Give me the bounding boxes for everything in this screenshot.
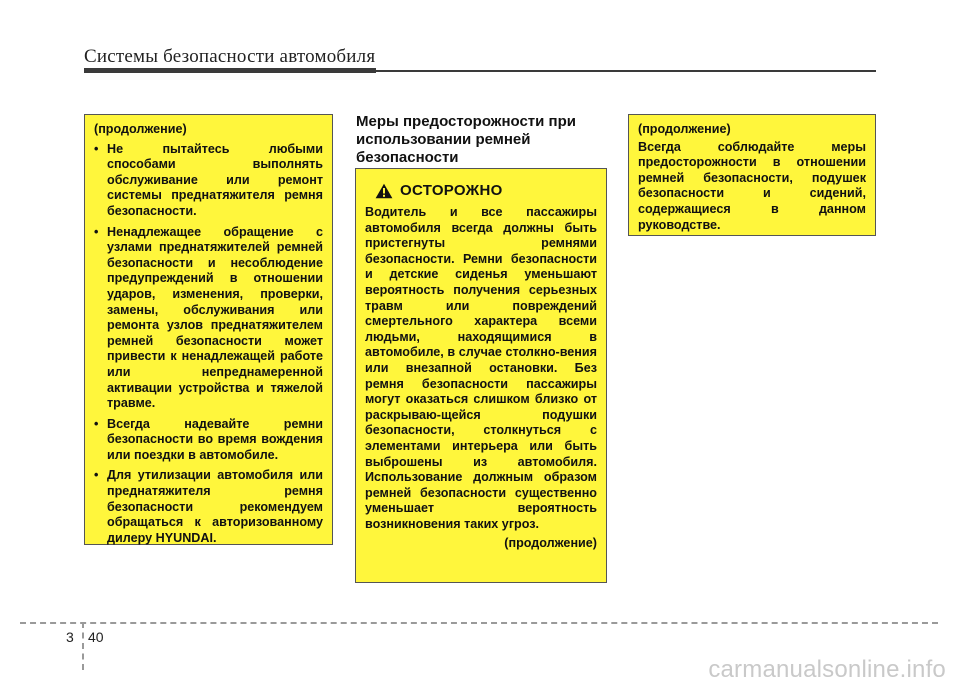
right-notice-box bbox=[628, 114, 876, 236]
warning-header bbox=[375, 183, 597, 199]
footer-divider bbox=[82, 622, 84, 670]
continued-label: (продолжение) bbox=[504, 536, 597, 551]
warning-triangle-icon bbox=[375, 183, 393, 199]
warning-title: ОСТОРОЖНО bbox=[400, 182, 503, 200]
header-rule-thick bbox=[84, 68, 376, 73]
chapter-number: 3 bbox=[66, 629, 74, 645]
page-number: 40 bbox=[88, 629, 104, 645]
bullet-item: • Всегда надевайте ремни безопасности во время вождения или поездки в автомобиле. bbox=[94, 417, 323, 464]
header-rule-thin bbox=[376, 70, 876, 72]
bullet-item: • Не пытайтесь любыми способами выполнять обслуживание или ремонт системы преднатяжителя ремня безопасности. bbox=[94, 142, 323, 220]
watermark: carmanualsonline.info bbox=[708, 656, 946, 683]
bullet-item: • Для утилизации автомобиля или преднатяжителя ремня безопасности рекомендуем обращаться к авторизованному дилеру HYUNDAI. bbox=[94, 468, 323, 546]
notice-text: Всегда соблюдайте меры предосторожности в отношении ремней безопасности, подушек безопасности и сидений, содержащиеся в данном руководстве. bbox=[638, 139, 866, 232]
section-title: Системы безопасности автомобиля bbox=[84, 46, 376, 67]
section-heading: Меры предосторожности при использовании ремней безопасности bbox=[356, 113, 576, 166]
left-notice-box bbox=[84, 114, 333, 545]
continued-label: (продолжение) bbox=[638, 122, 731, 136]
warning-text: Водитель и все пассажиры автомобиля всегда должны быть пристегнуты ремнями безопасности. Ремни безопасности и детские сиденья уменьшают вероятность получения серьезных травм или повреждений смертельного характера всеми людьми, находящимися в автомобиле, в случае столкно-вения или внезапной остановки. Без ремня безопасности пассажиры могут оказаться слишком близко от раскрываю-щейся подушки безопасности, столкнуться с элементами интерьера или быть выброшены из автомобиля. Использование должным образом ремней безопасности существенно уменьшает вероятность возникновения таких угроз. bbox=[365, 205, 597, 531]
warning-box bbox=[355, 168, 607, 583]
bullet-item: • Ненадлежащее обращение с узлами преднатяжителей ремней безопасности и несоблюдение предупреждений в отношении ударов, изменения, проверки, замены, обслуживания или ремонта узлов преднатяжителем ремней безопасности может привести к ненадлежащей работе или непреднамеренной активации устройства и тяжелой травме. bbox=[94, 225, 323, 412]
bullet-list bbox=[94, 142, 323, 547]
footer-rule bbox=[20, 622, 938, 624]
continued-label: (продолжение) bbox=[94, 122, 187, 136]
